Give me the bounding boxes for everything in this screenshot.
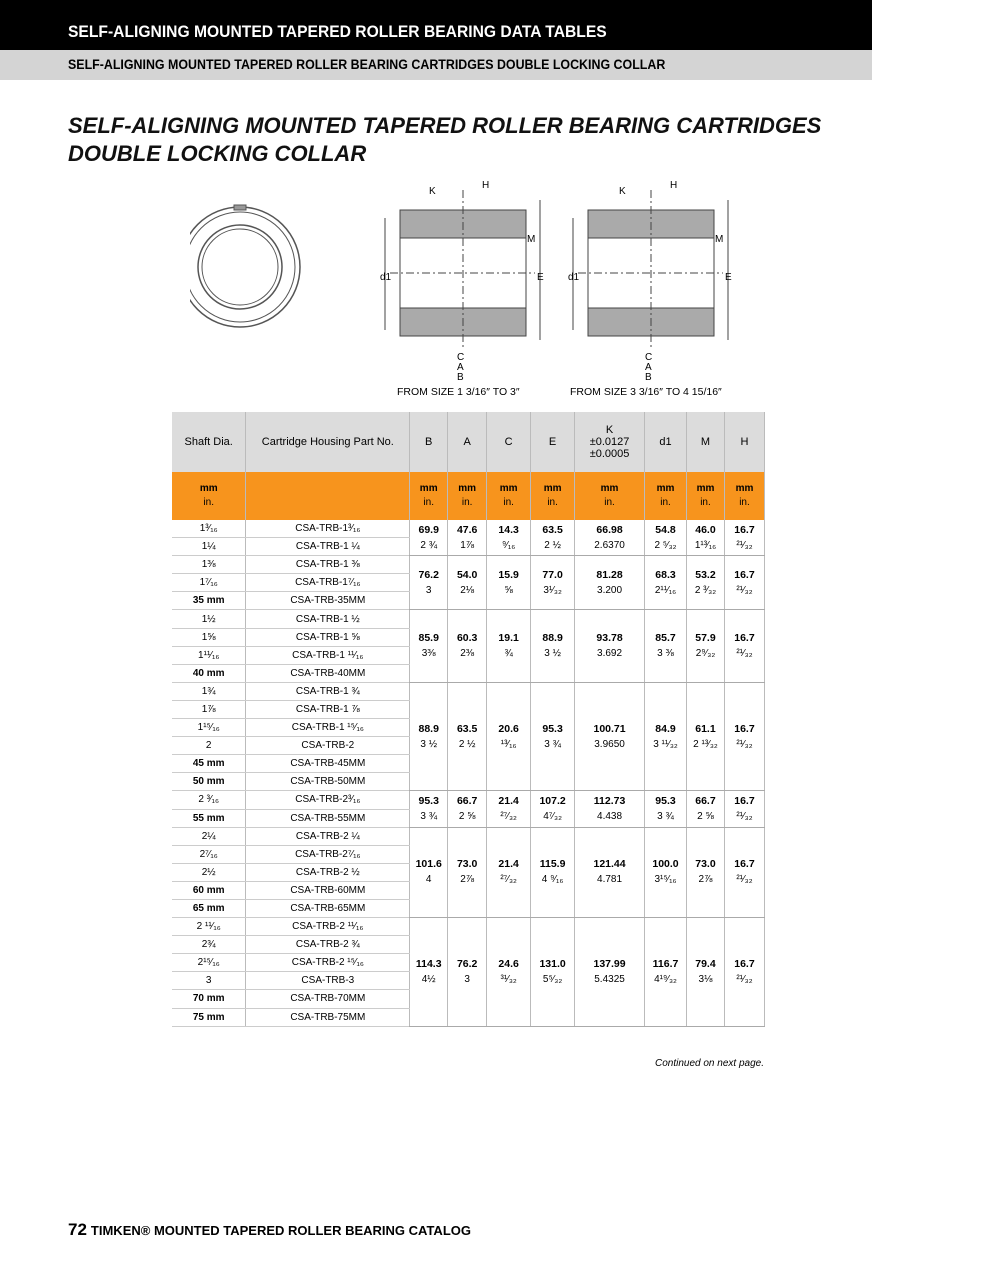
part-number: CSA-TRB-60MM	[246, 881, 410, 899]
dimension-cell: 73.0 2⅞	[448, 827, 487, 917]
label-d1: d1	[380, 272, 392, 283]
shaft-diameter: 2½	[172, 863, 246, 881]
shaft-diameter: 1⅜	[172, 556, 246, 574]
unit-header	[246, 472, 410, 520]
label-h-2: H	[670, 180, 678, 191]
unit-header	[410, 472, 448, 520]
table-row	[172, 791, 765, 809]
dimension-cell: 66.7 2 ⅝	[448, 791, 487, 827]
label-c-2: C	[645, 352, 653, 363]
unit-header	[686, 472, 724, 520]
end-view-drawing	[190, 205, 300, 327]
dimension-cell: 46.0 1¹³⁄₁₆	[686, 520, 724, 556]
column-header: E	[531, 412, 575, 472]
dimension-cell: 68.3 2¹¹⁄₁₆	[645, 556, 687, 610]
label-k-2: K	[619, 186, 626, 197]
bearing-data-table	[172, 412, 765, 1027]
part-number: CSA-TRB-2³⁄₁₆	[246, 791, 410, 809]
section-header: SELF-ALIGNING MOUNTED TAPERED ROLLER BEARING DATA TABLES	[0, 0, 872, 50]
unit-in: in.	[423, 497, 434, 508]
dimension-cell: 101.6 4	[410, 827, 448, 917]
column-header: K ±0.0127 ±0.0005	[575, 412, 645, 472]
part-number: CSA-TRB-2	[246, 737, 410, 755]
dimension-cell: 19.1 ¾	[487, 610, 531, 682]
caption-left: FROM SIZE 1 3/16″ TO 3″	[397, 386, 520, 398]
dimension-cell: 100.0 3¹⁵⁄₁₆	[645, 827, 687, 917]
part-number: CSA-TRB-2 ¹⁵⁄₁₆	[246, 954, 410, 972]
shaft-diameter: 40 mm	[172, 664, 246, 682]
label-h: H	[482, 180, 490, 191]
label-e: E	[537, 272, 544, 283]
table-row	[172, 520, 765, 538]
shaft-diameter: 2 ¹¹⁄₁₆	[172, 918, 246, 936]
unit-in: in.	[739, 497, 750, 508]
dimension-cell: 95.3 3 ¾	[645, 791, 687, 827]
label-m-2: M	[715, 234, 724, 245]
unit-in: in.	[700, 497, 711, 508]
dimension-cell: 137.99 5.4325	[575, 918, 645, 1027]
dimension-cell: 20.6 ¹³⁄₁₆	[487, 682, 531, 791]
shaft-diameter: 55 mm	[172, 809, 246, 827]
part-number: CSA-TRB-55MM	[246, 809, 410, 827]
shaft-diameter: 2¹⁵⁄₁₆	[172, 954, 246, 972]
dimension-cell: 15.9 ⅝	[487, 556, 531, 610]
shaft-diameter: 1¹¹⁄₁₆	[172, 646, 246, 664]
shaft-diameter: 1¹⁵⁄₁₆	[172, 719, 246, 737]
dimension-cell: 14.3 ⁹⁄₁₆	[487, 520, 531, 556]
dimension-cell: 16.7 ²¹⁄₃₂	[724, 520, 764, 556]
dimension-cell: 88.9 3 ½	[410, 682, 448, 791]
dimension-cell: 73.0 2⅞	[686, 827, 724, 917]
dimension-cell: 77.0 3¹⁄₃₂	[531, 556, 575, 610]
unit-in: in.	[461, 497, 473, 508]
dimension-cell: 47.6 1⅞	[448, 520, 487, 556]
part-number: CSA-TRB-1 ⅜	[246, 556, 410, 574]
part-number: CSA-TRB-2 ¹¹⁄₁₆	[246, 918, 410, 936]
dimension-cell: 63.5 2 ½	[531, 520, 575, 556]
shaft-diameter: 3	[172, 972, 246, 990]
bearing-diagrams	[190, 170, 750, 390]
unit-header	[487, 472, 531, 520]
shaft-diameter: 2¼	[172, 827, 246, 845]
dimension-cell: 57.9 2⁹⁄₃₂	[686, 610, 724, 682]
dimension-cell: 16.7 ²¹⁄₃₂	[724, 918, 764, 1027]
part-number: CSA-TRB-35MM	[246, 592, 410, 610]
dimension-cell: 114.3 4½	[410, 918, 448, 1027]
column-header: M	[686, 412, 724, 472]
caption-right: FROM SIZE 3 3/16″ TO 4 15/16″	[570, 386, 722, 398]
part-number: CSA-TRB-50MM	[246, 773, 410, 791]
dimension-cell: 66.98 2.6370	[575, 520, 645, 556]
part-number: CSA-TRB-1 ¼	[246, 538, 410, 556]
shaft-diameter: 2 ³⁄₁₆	[172, 791, 246, 809]
part-number: CSA-TRB-1 ⅞	[246, 700, 410, 718]
shaft-diameter: 2	[172, 737, 246, 755]
part-number: CSA-TRB-1 ¹⁵⁄₁₆	[246, 719, 410, 737]
dimension-cell: 24.6 ³¹⁄₃₂	[487, 918, 531, 1027]
part-number: CSA-TRB-1 ¹¹⁄₁₆	[246, 646, 410, 664]
label-a-2: A	[645, 362, 652, 373]
shaft-diameter: 65 mm	[172, 899, 246, 917]
dimension-cell: 60.3 2⅜	[448, 610, 487, 682]
shaft-diameter: 1¾	[172, 682, 246, 700]
dimension-cell: 88.9 3 ½	[531, 610, 575, 682]
unit-mm: mm	[499, 483, 518, 494]
dimension-cell: 93.78 3.692	[575, 610, 645, 682]
unit-header	[531, 472, 575, 520]
part-number: CSA-TRB-1³⁄₁₆	[246, 520, 410, 538]
label-e-2: E	[725, 272, 732, 283]
column-header: A	[448, 412, 487, 472]
dimension-cell: 84.9 3 ¹¹⁄₃₂	[645, 682, 687, 791]
dimension-cell: 85.7 3 ⅜	[645, 610, 687, 682]
table-row	[172, 610, 765, 628]
unit-header	[645, 472, 687, 520]
column-header: Shaft Dia.	[172, 412, 246, 472]
dimension-cell: 63.5 2 ½	[448, 682, 487, 791]
part-number: CSA-TRB-3	[246, 972, 410, 990]
table-row	[172, 556, 765, 574]
unit-header	[575, 472, 645, 520]
page-title: SELF-ALIGNING MOUNTED TAPERED ROLLER BEARING CARTRIDGES DOUBLE LOCKING COLLAR	[68, 113, 822, 166]
part-number: CSA-TRB-2 ¾	[246, 936, 410, 954]
label-b-2: B	[645, 372, 652, 383]
unit-in: in.	[604, 497, 615, 508]
page-footer: 72 TIMKEN® MOUNTED TAPERED ROLLER BEARING CATALOG	[68, 1220, 471, 1239]
unit-in: in.	[660, 497, 671, 508]
shaft-diameter: 1¼	[172, 538, 246, 556]
dimension-cell: 54.0 2⅛	[448, 556, 487, 610]
dimension-cell: 16.7 ²¹⁄₃₂	[724, 791, 764, 827]
dimension-cell: 121.44 4.781	[575, 827, 645, 917]
dimension-cell: 61.1 2 ¹³⁄₃₂	[686, 682, 724, 791]
shaft-diameter: 50 mm	[172, 773, 246, 791]
unit-in: in.	[547, 497, 558, 508]
dimension-cell: 16.7 ²¹⁄₃₂	[724, 682, 764, 791]
label-m: M	[527, 234, 536, 245]
subsection-header: SELF-ALIGNING MOUNTED TAPERED ROLLER BEARING CARTRIDGES DOUBLE LOCKING COLLAR	[0, 50, 872, 80]
unit-mm: mm	[419, 483, 438, 494]
unit-header	[724, 472, 764, 520]
dimension-cell: 95.3 3 ¾	[531, 682, 575, 791]
column-header: C	[487, 412, 531, 472]
continued-note: Continued on next page.	[655, 1058, 764, 1069]
unit-mm: mm	[600, 483, 619, 494]
dimension-cell: 100.71 3.9650	[575, 682, 645, 791]
part-number: CSA-TRB-2⁷⁄₁₆	[246, 845, 410, 863]
part-number: CSA-TRB-1⁷⁄₁₆	[246, 574, 410, 592]
shaft-diameter: 1½	[172, 610, 246, 628]
shaft-diameter: 1³⁄₁₆	[172, 520, 246, 538]
dimension-cell: 53.2 2 ³⁄₃₂	[686, 556, 724, 610]
dimension-cell: 66.7 2 ⅝	[686, 791, 724, 827]
dimension-cell: 131.0 5⁵⁄₃₂	[531, 918, 575, 1027]
table-row	[172, 918, 765, 936]
label-k: K	[429, 186, 436, 197]
unit-mm: mm	[696, 483, 715, 494]
part-number: CSA-TRB-70MM	[246, 990, 410, 1008]
dimension-cell: 76.2 3	[448, 918, 487, 1027]
part-number: CSA-TRB-75MM	[246, 1008, 410, 1026]
column-header: H	[724, 412, 764, 472]
column-header: B	[410, 412, 448, 472]
dimension-cell: 81.28 3.200	[575, 556, 645, 610]
dimension-cell: 79.4 3⅛	[686, 918, 724, 1027]
label-d1-2: d1	[568, 272, 580, 283]
dimension-cell: 16.7 ²¹⁄₃₂	[724, 827, 764, 917]
shaft-diameter: 2¾	[172, 936, 246, 954]
part-number: CSA-TRB-2 ½	[246, 863, 410, 881]
dimension-cell: 116.7 4¹⁹⁄₃₂	[645, 918, 687, 1027]
shaft-diameter: 45 mm	[172, 755, 246, 773]
part-number: CSA-TRB-2 ¼	[246, 827, 410, 845]
shaft-diameter: 70 mm	[172, 990, 246, 1008]
dimension-cell: 21.4 ²⁷⁄₃₂	[487, 791, 531, 827]
label-c: C	[457, 352, 465, 363]
shaft-diameter: 2⁷⁄₁₆	[172, 845, 246, 863]
column-header: Cartridge Housing Part No.	[246, 412, 410, 472]
page-number: 72	[68, 1220, 87, 1239]
shaft-diameter: 1⅞	[172, 700, 246, 718]
dimension-cell: 54.8 2 ⁵⁄₃₂	[645, 520, 687, 556]
dimension-cell: 76.2 3	[410, 556, 448, 610]
section-view-right	[573, 190, 728, 350]
dimension-cell: 95.3 3 ¾	[410, 791, 448, 827]
dimension-cell: 107.2 4⁷⁄₃₂	[531, 791, 575, 827]
shaft-diameter: 35 mm	[172, 592, 246, 610]
unit-header	[172, 472, 246, 520]
unit-header	[448, 472, 487, 520]
dimension-cell: 16.7 ²¹⁄₃₂	[724, 610, 764, 682]
part-number: CSA-TRB-65MM	[246, 899, 410, 917]
part-number: CSA-TRB-1 ¾	[246, 682, 410, 700]
label-a: A	[457, 362, 464, 373]
unit-mm: mm	[458, 483, 477, 494]
part-number: CSA-TRB-40MM	[246, 664, 410, 682]
shaft-diameter: 1⁷⁄₁₆	[172, 574, 246, 592]
table-row	[172, 682, 765, 700]
unit-mm: mm	[735, 483, 754, 494]
dimension-cell: 21.4 ²⁷⁄₃₂	[487, 827, 531, 917]
dimension-cell: 85.9 3⅜	[410, 610, 448, 682]
label-b: B	[457, 372, 464, 383]
part-number: CSA-TRB-1 ⅝	[246, 628, 410, 646]
unit-mm: mm	[656, 483, 675, 494]
dimension-cell: 115.9 4 ⁹⁄₁₆	[531, 827, 575, 917]
shaft-diameter: 75 mm	[172, 1008, 246, 1026]
column-header: d1	[645, 412, 687, 472]
unit-mm: mm	[543, 483, 562, 494]
shaft-diameter: 60 mm	[172, 881, 246, 899]
table-row	[172, 827, 765, 845]
dimension-cell: 69.9 2 ¾	[410, 520, 448, 556]
shaft-diameter: 1⅝	[172, 628, 246, 646]
section-view-left	[385, 190, 540, 350]
dimension-cell: 112.73 4.438	[575, 791, 645, 827]
unit-in: in.	[503, 497, 514, 508]
part-number: CSA-TRB-1 ½	[246, 610, 410, 628]
unit-mm: mm	[199, 483, 218, 494]
dimension-cell: 16.7 ²¹⁄₃₂	[724, 556, 764, 610]
unit-in: in.	[203, 497, 214, 508]
part-number: CSA-TRB-45MM	[246, 755, 410, 773]
